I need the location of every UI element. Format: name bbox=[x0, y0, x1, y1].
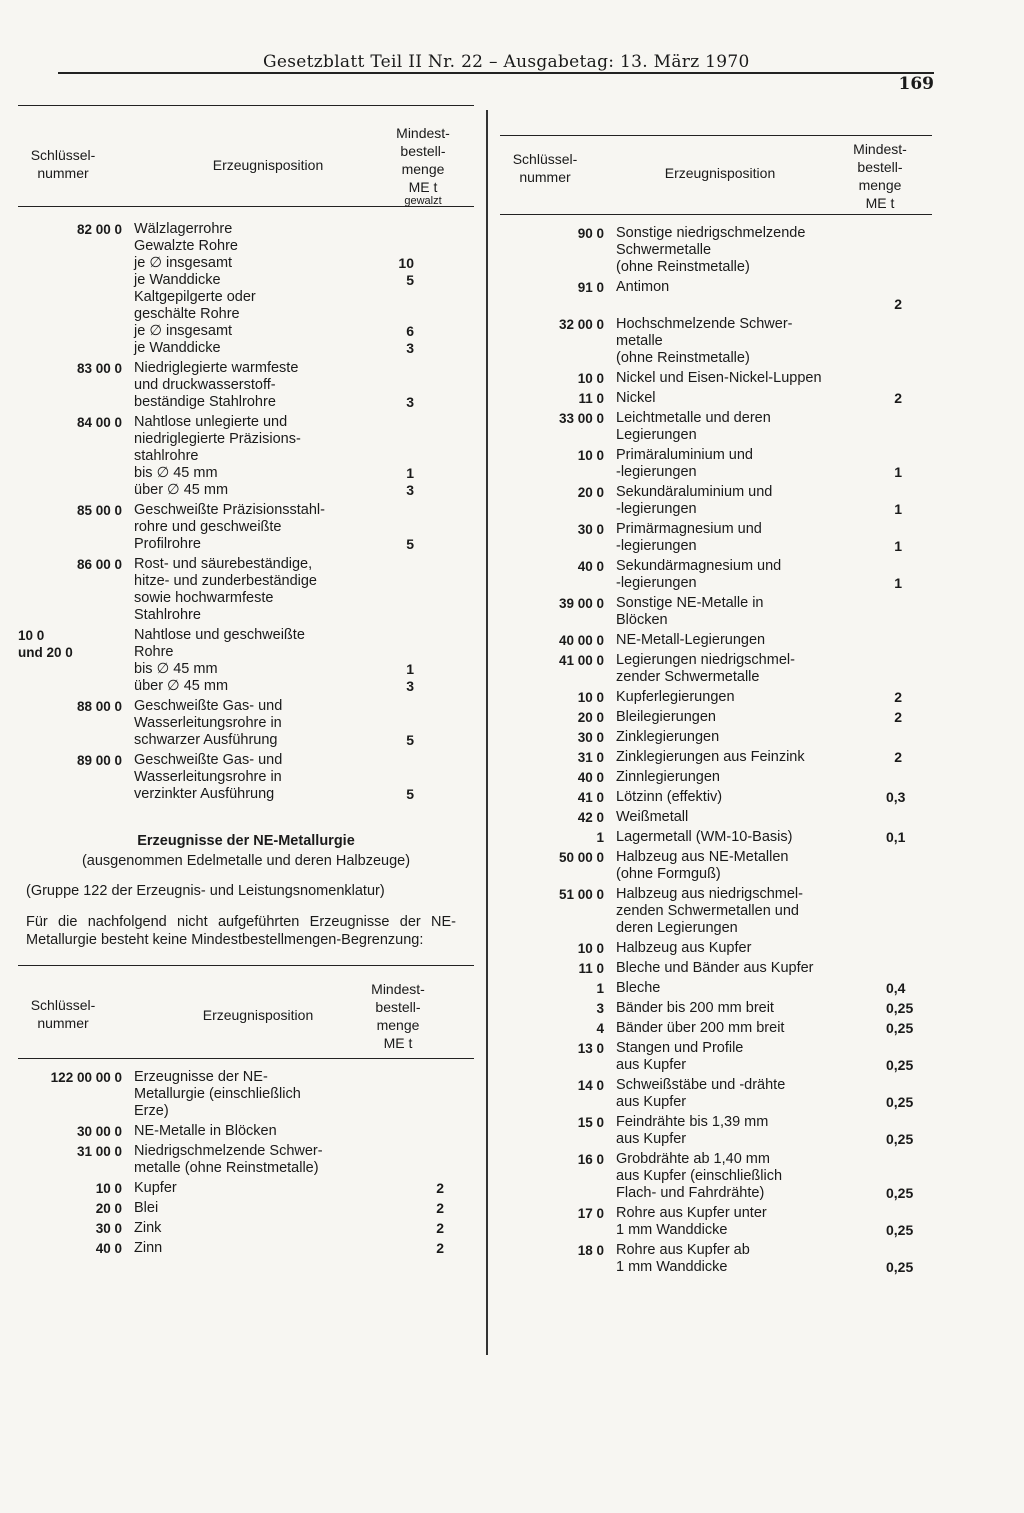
header-key: Schlüssel- nummer bbox=[30, 147, 96, 181]
row-code: 33 00 0 bbox=[558, 411, 604, 426]
row-description: Geschweißte Präzisionsstahl- rohre und geschweißte Profilrohre bbox=[134, 502, 325, 552]
table-row bbox=[500, 558, 932, 592]
table-row bbox=[18, 221, 474, 357]
row-quantity: 0,4 bbox=[886, 980, 906, 996]
row-description: Antimon bbox=[616, 279, 670, 295]
header-key: Schlüssel- nummer bbox=[512, 151, 578, 185]
section-title: Erzeugnisse der NE-Metallurgie bbox=[137, 833, 355, 849]
table-row bbox=[500, 1205, 932, 1239]
left-column bbox=[18, 105, 474, 1257]
row-quantity: 2 bbox=[894, 390, 902, 406]
row-quantity bbox=[394, 556, 474, 624]
table-row bbox=[500, 1000, 932, 1017]
right-table-body bbox=[500, 225, 932, 1276]
row-quantity: 1 3 bbox=[406, 465, 414, 498]
row-description: Kupferlegierungen bbox=[616, 689, 735, 705]
row-description: Bänder bis 200 mm breit bbox=[616, 1000, 774, 1016]
row-quantity bbox=[886, 632, 932, 649]
table-row bbox=[500, 849, 932, 883]
table-row bbox=[18, 1123, 474, 1140]
row-quantity bbox=[886, 886, 932, 937]
row-description: Zink bbox=[134, 1220, 162, 1236]
row-description: Feindrähte bis 1,39 mm aus Kupfer bbox=[616, 1114, 769, 1147]
header-min: Mindest- bestell- menge ME t bbox=[853, 141, 907, 211]
row-quantity: 2 bbox=[436, 1180, 444, 1196]
row-quantity bbox=[886, 729, 932, 746]
table-row bbox=[18, 698, 474, 749]
table-row bbox=[500, 1151, 932, 1202]
table-row bbox=[500, 447, 932, 481]
row-quantity bbox=[886, 316, 932, 367]
row-description: Lötzinn (effektiv) bbox=[616, 789, 723, 805]
row-quantity: 5 bbox=[406, 786, 414, 802]
row-quantity bbox=[384, 1123, 474, 1140]
row-description: Weißmetall bbox=[616, 809, 689, 825]
table-row bbox=[18, 752, 474, 803]
row-code: 89 00 0 bbox=[76, 753, 122, 768]
table-row bbox=[18, 360, 474, 411]
row-description: Wälzlagerrohre Gewalzte Rohre je ∅ insgesamt je Wanddicke Kaltgepilgerte oder geschälte Rohre je ∅ insgesamt je Wanddicke bbox=[134, 221, 256, 356]
table-row bbox=[18, 502, 474, 553]
row-code: 31 0 bbox=[577, 750, 604, 765]
table-row bbox=[500, 370, 932, 387]
row-description: Lagermetall (WM-10-Basis) bbox=[616, 829, 793, 845]
table-row bbox=[500, 689, 932, 706]
row-quantity: 1 bbox=[894, 538, 902, 554]
row-code: 122 00 00 0 bbox=[50, 1070, 122, 1085]
row-description: NE-Metalle in Blöcken bbox=[134, 1123, 277, 1139]
table-row bbox=[18, 1240, 474, 1257]
row-description: Bleche bbox=[616, 980, 661, 996]
row-description: Stangen und Profile aus Kupfer bbox=[616, 1040, 744, 1073]
header-title: Gesetzblatt Teil II Nr. 22 – Ausgabetag: 13. März 1970 bbox=[263, 52, 750, 72]
row-quantity: 0,25 bbox=[886, 1259, 914, 1275]
table-row bbox=[500, 749, 932, 766]
row-quantity: 1 bbox=[894, 501, 902, 517]
row-description: Primäraluminium und -legierungen bbox=[616, 447, 753, 480]
row-description: Rost- und säurebeständige, hitze- und zunderbeständige sowie hochwarmfeste Stahlrohre bbox=[134, 556, 317, 623]
table-row bbox=[500, 960, 932, 977]
row-description: Niedriglegierte warmfeste und druckwasserstoff- beständige Stahlrohre bbox=[134, 360, 299, 410]
row-description: Nickel bbox=[616, 390, 656, 406]
row-description: Sekundäraluminium und -legierungen bbox=[616, 484, 773, 517]
header-product: Erzeugnisposition bbox=[664, 165, 776, 181]
row-quantity: 1 3 bbox=[406, 661, 414, 694]
table-row bbox=[500, 1242, 932, 1276]
table-row bbox=[500, 521, 932, 555]
row-code: 10 0 bbox=[95, 1181, 122, 1196]
header-product: Erzeugnisposition bbox=[202, 1007, 314, 1023]
row-description: Erzeugnisse der NE- Metallurgie (einschließlich Erze) bbox=[134, 1069, 301, 1119]
row-quantity bbox=[886, 225, 932, 276]
row-code: 40 0 bbox=[577, 770, 604, 785]
row-description: Schweißstäbe und -drähte aus Kupfer bbox=[616, 1077, 786, 1110]
row-quantity: 0,25 bbox=[886, 1000, 914, 1016]
row-quantity: 0,25 bbox=[886, 1222, 914, 1238]
row-quantity: 5 bbox=[406, 732, 414, 748]
row-description: Nahtlose und geschweißte Rohre bis ∅ 45 mm über ∅ 45 mm bbox=[134, 627, 305, 694]
header-min-note: gewalzt bbox=[404, 195, 442, 207]
row-description: Zinklegierungen bbox=[616, 729, 720, 745]
row-quantity bbox=[886, 849, 932, 883]
table-row bbox=[18, 1200, 474, 1217]
row-quantity: 5 bbox=[406, 536, 414, 552]
row-description: Sonstige niedrigschmelzende Schwermetalle (ohne Reinstmetalle) bbox=[616, 225, 806, 275]
table-row bbox=[500, 279, 932, 313]
header-min: Mindest- bestell- menge ME t bbox=[371, 981, 425, 1051]
row-description: Primärmagnesium und -legierungen bbox=[616, 521, 762, 554]
row-quantity: 2 bbox=[436, 1220, 444, 1236]
row-description: Nickel und Eisen-Nickel-Luppen bbox=[616, 370, 822, 386]
section-subtitle: (ausgenommen Edelmetalle und deren Halbzeuge) bbox=[81, 853, 411, 869]
row-description: Kupfer bbox=[134, 1180, 177, 1196]
row-code: 20 0 bbox=[577, 485, 604, 500]
row-code: 30 0 bbox=[95, 1221, 122, 1236]
row-code: 30 0 bbox=[577, 730, 604, 745]
row-description: Halbzeug aus niedrigschmel- zenden Schwermetallen und deren Legierungen bbox=[616, 886, 803, 936]
row-quantity bbox=[886, 769, 932, 786]
row-quantity: 0,1 bbox=[886, 829, 906, 845]
section-group: (Gruppe 122 der Erzeugnis- und Leistungsnomenklatur) bbox=[26, 883, 385, 899]
row-code: 82 00 0 bbox=[76, 222, 122, 237]
row-description: Sekundärmagnesium und -legierungen bbox=[616, 558, 782, 591]
row-quantity: 2 bbox=[894, 749, 902, 765]
right-column bbox=[500, 135, 932, 1276]
row-description: Geschweißte Gas- und Wasserleitungsrohre in schwarzer Ausführung bbox=[134, 698, 283, 748]
table-row bbox=[18, 1143, 474, 1177]
row-code: 91 0 bbox=[577, 280, 604, 295]
table-row bbox=[500, 886, 932, 937]
table-row bbox=[500, 1040, 932, 1074]
row-code: 1 bbox=[596, 830, 604, 845]
row-code: 83 00 0 bbox=[76, 361, 122, 376]
column-divider bbox=[486, 110, 488, 1355]
row-quantity: 2 bbox=[894, 709, 902, 725]
row-code: 13 0 bbox=[577, 1041, 604, 1056]
table-row bbox=[500, 940, 932, 957]
row-code: 20 0 bbox=[577, 710, 604, 725]
row-code: 4 bbox=[596, 1021, 604, 1036]
row-code: 30 00 0 bbox=[76, 1124, 122, 1139]
row-description: Halbzeug aus NE-Metallen (ohne Formguß) bbox=[616, 849, 789, 882]
row-code: 16 0 bbox=[577, 1152, 604, 1167]
table-row bbox=[18, 1180, 474, 1197]
table-row bbox=[500, 729, 932, 746]
row-code: 50 00 0 bbox=[558, 850, 604, 865]
left-table-body bbox=[18, 221, 474, 803]
row-quantity: 1 bbox=[894, 575, 902, 591]
row-code: 40 0 bbox=[95, 1241, 122, 1256]
row-description: Niedrigschmelzende Schwer- metalle (ohne Reinstmetalle) bbox=[134, 1143, 323, 1176]
table-row bbox=[500, 1114, 932, 1148]
row-description: Hochschmelzende Schwer- metalle (ohne Reinstmetalle) bbox=[616, 316, 793, 366]
row-description: Zinn bbox=[134, 1240, 163, 1256]
row-quantity bbox=[886, 370, 932, 387]
row-code: 90 0 bbox=[577, 226, 604, 241]
table-header-left bbox=[18, 105, 474, 207]
row-description: Bleilegierungen bbox=[616, 709, 716, 725]
table-row bbox=[500, 1077, 932, 1111]
row-description: Grobdrähte ab 1,40 mm aus Kupfer (einschließlich Flach- und Fahrdrähte) bbox=[616, 1151, 783, 1201]
table-row bbox=[500, 769, 932, 786]
row-quantity: 3 bbox=[406, 394, 414, 410]
row-code: 41 00 0 bbox=[558, 653, 604, 668]
table-row bbox=[500, 595, 932, 629]
table-row bbox=[500, 484, 932, 518]
table-row bbox=[500, 410, 932, 444]
row-code: 11 0 bbox=[578, 391, 604, 406]
row-quantity: 2 bbox=[894, 689, 902, 705]
table-row bbox=[500, 789, 932, 806]
row-code: 39 00 0 bbox=[558, 596, 604, 611]
page-header bbox=[58, 52, 934, 92]
row-code: 85 00 0 bbox=[76, 503, 122, 518]
row-code: 10 0 bbox=[577, 941, 604, 956]
row-code: 3 bbox=[596, 1001, 604, 1016]
row-description: Legierungen niedrigschmel- zender Schwermetalle bbox=[616, 652, 795, 685]
row-code: 18 0 bbox=[577, 1243, 604, 1258]
row-code: 1 bbox=[596, 981, 604, 996]
row-quantity bbox=[886, 960, 932, 977]
table-row bbox=[18, 1220, 474, 1237]
table-row bbox=[500, 652, 932, 686]
row-code: 51 00 0 bbox=[558, 887, 604, 902]
table-row bbox=[500, 225, 932, 276]
row-description: Rohre aus Kupfer ab 1 mm Wanddicke bbox=[616, 1242, 750, 1275]
row-description: Leichtmetalle und deren Legierungen bbox=[616, 410, 771, 443]
table-row bbox=[500, 709, 932, 726]
row-quantity bbox=[886, 410, 932, 444]
row-quantity: 0,25 bbox=[886, 1020, 914, 1036]
table-row bbox=[500, 980, 932, 997]
row-code: 10 0 und 20 0 bbox=[18, 628, 73, 660]
table-row bbox=[500, 829, 932, 846]
row-quantity: 0,25 bbox=[886, 1094, 914, 1110]
row-code: 20 0 bbox=[95, 1201, 122, 1216]
row-code: 14 0 bbox=[577, 1078, 604, 1093]
row-description: Halbzeug aus Kupfer bbox=[616, 940, 752, 956]
row-description: Blei bbox=[134, 1200, 159, 1216]
row-code: 40 00 0 bbox=[558, 633, 604, 648]
section-note: Für die nachfolgend nicht aufgeführten Erzeugnisse der NE-Metallurgie besteht keine Mindestbestellmengen-Begrenzung: bbox=[26, 914, 456, 948]
row-quantity: 0,25 bbox=[886, 1131, 914, 1147]
row-quantity bbox=[384, 1069, 474, 1120]
row-description: Rohre aus Kupfer unter 1 mm Wanddicke bbox=[616, 1205, 767, 1238]
row-description: Nahtlose unlegierte und niedriglegierte Präzisions- stahlrohre bis ∅ 45 mm über ∅ 45 mm bbox=[134, 414, 301, 498]
table-row bbox=[500, 632, 932, 649]
table-row bbox=[500, 809, 932, 826]
row-code: 15 0 bbox=[577, 1115, 604, 1130]
row-description: NE-Metall-Legierungen bbox=[616, 632, 766, 648]
row-code: 10 0 bbox=[577, 690, 604, 705]
header-key: Schlüssel- nummer bbox=[30, 997, 96, 1031]
row-code: 40 0 bbox=[577, 559, 604, 574]
row-quantity: 2 bbox=[436, 1200, 444, 1216]
table-row bbox=[18, 414, 474, 499]
row-quantity: 1 bbox=[894, 464, 902, 480]
table-row bbox=[500, 316, 932, 367]
row-code: 86 00 0 bbox=[76, 557, 122, 572]
table-row bbox=[18, 627, 474, 695]
table-row bbox=[500, 390, 932, 407]
row-quantity: 0,3 bbox=[886, 789, 906, 805]
row-quantity: 0,25 bbox=[886, 1185, 914, 1201]
row-quantity bbox=[886, 652, 932, 686]
table-header-right bbox=[500, 135, 932, 215]
row-code: 31 00 0 bbox=[76, 1144, 122, 1159]
row-description: Geschweißte Gas- und Wasserleitungsrohre in verzinkter Ausführung bbox=[134, 752, 283, 802]
header-min: Mindest- bestell- menge ME t bbox=[396, 125, 450, 195]
row-code: 41 0 bbox=[577, 790, 604, 805]
row-quantity: 0,25 bbox=[886, 1057, 914, 1073]
header-rule bbox=[58, 72, 934, 74]
table-header-left-2 bbox=[18, 965, 474, 1059]
row-quantity bbox=[886, 940, 932, 957]
table-row bbox=[18, 556, 474, 624]
row-description: Zinnlegierungen bbox=[616, 769, 720, 785]
page-number: 169 bbox=[898, 74, 934, 94]
row-code: 32 00 0 bbox=[558, 317, 604, 332]
row-description: Bleche und Bänder aus Kupfer bbox=[616, 960, 814, 976]
row-code: 30 0 bbox=[577, 522, 604, 537]
row-code: 42 0 bbox=[577, 810, 604, 825]
row-quantity: 2 bbox=[436, 1240, 444, 1256]
header-product: Erzeugnisposition bbox=[212, 157, 324, 173]
left-table-body-2 bbox=[18, 1069, 474, 1257]
row-description: Sonstige NE-Metalle in Blöcken bbox=[616, 595, 764, 628]
row-code: 17 0 bbox=[577, 1206, 604, 1221]
row-quantity bbox=[886, 595, 932, 629]
table-row bbox=[18, 1069, 474, 1120]
row-quantity: 2 bbox=[894, 296, 902, 312]
row-code: 84 00 0 bbox=[76, 415, 122, 430]
row-description: Bänder über 200 mm breit bbox=[616, 1020, 785, 1036]
row-description: Zinklegierungen aus Feinzink bbox=[616, 749, 805, 765]
row-code: 10 0 bbox=[577, 448, 604, 463]
row-quantity bbox=[886, 809, 932, 826]
row-quantity: 10 5 6 3 bbox=[398, 255, 414, 356]
row-code: 88 00 0 bbox=[76, 699, 122, 714]
row-code: 10 0 bbox=[577, 371, 604, 386]
row-code: 11 0 bbox=[578, 961, 604, 976]
row-quantity bbox=[384, 1143, 474, 1177]
table-row bbox=[500, 1020, 932, 1037]
